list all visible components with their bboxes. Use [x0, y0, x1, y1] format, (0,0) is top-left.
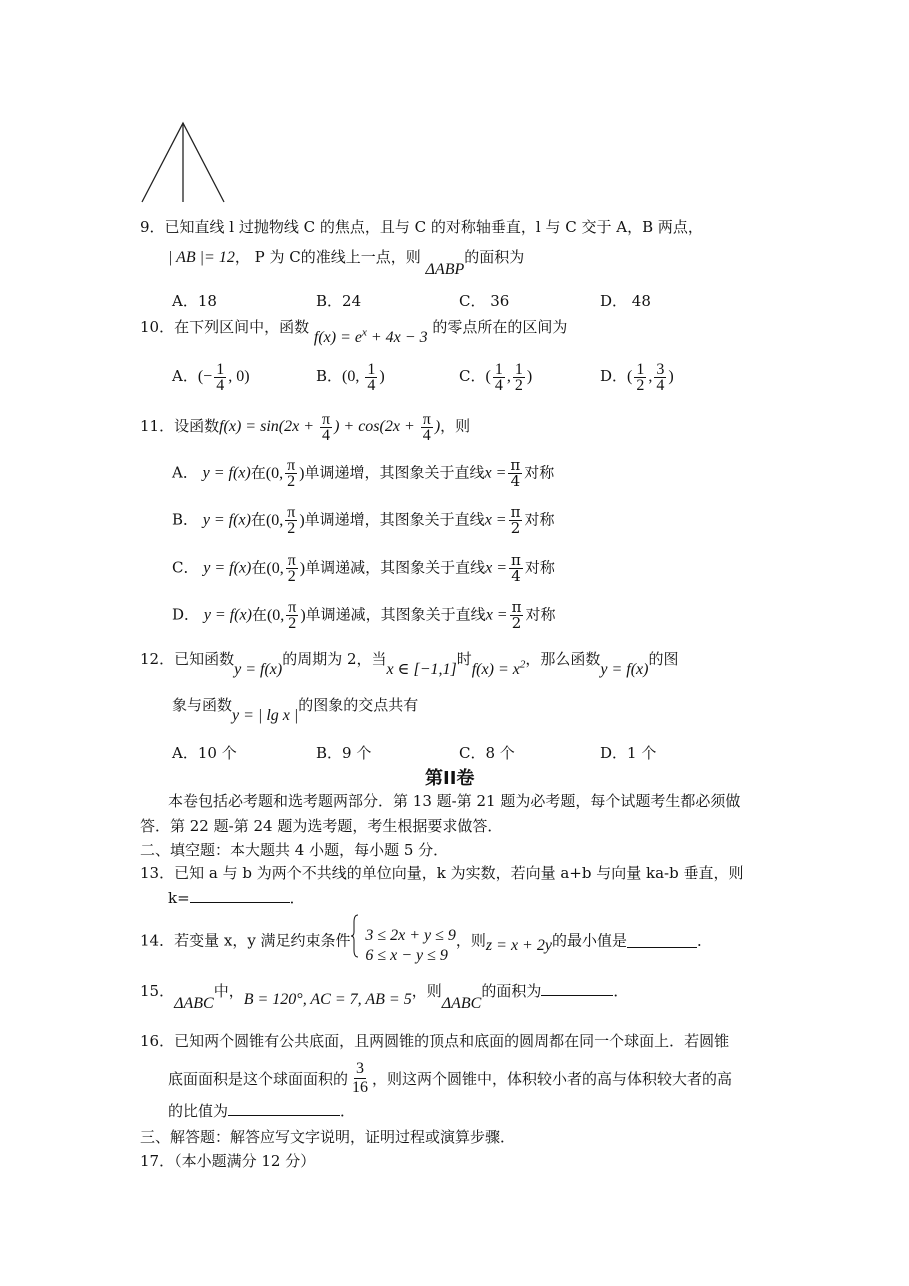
q12-line2: 象与函数y = | lg x |的图象的交点共有 — [172, 696, 419, 724]
q13-line1: 13．已知 a 与 b 为两个不共线的单位向量，k 为实数，若向量 a+b 与向量 ka-b 垂直，则 — [140, 864, 744, 882]
q11-option-d: D． y = f(x)在(0, $\frac{\pi}{2}$ )单调递减，其图象关于直线x = $\frac{\pi}{2}$ 对称 — [172, 598, 556, 633]
q9-mid-text: P 为 C的准线上一点，则 — [254, 248, 421, 266]
triangle-figure — [140, 120, 230, 206]
q9-option-c: C． 36 — [459, 292, 510, 310]
q10-option-a: A．(− $\frac{1}{4}$ , 0) — [172, 361, 250, 394]
q9-option-a: A．18 — [172, 292, 217, 310]
part2-intro-line1: 本卷包括必考题和选考题两部分．第 13 题-第 21 题为必考题，每个试题考生都必须做 — [168, 792, 741, 810]
q13-answer-blank[interactable] — [190, 888, 290, 903]
q16-line1: 16．已知两个圆锥有公共底面，且两圆锥的顶点和底面的圆周都在同一个球面上．若圆锥 — [140, 1032, 730, 1050]
q11-option-b: B． y = f(x)在(0, $\frac{\pi}{2}$ )单调递增，其图象关于直线x = $\frac{\pi}{2}$ 对称 — [172, 503, 555, 538]
q14-constraint-system — [351, 914, 456, 966]
q9-ab-length: | AB |= 12 — [168, 249, 235, 266]
q10-stem: 10．在下列区间中，函数 $f(x) = e^x + 4x - 3$ 的零点所在的区间为 — [140, 318, 568, 346]
q14-answer-blank[interactable] — [627, 933, 697, 948]
part2-title: 第II卷 — [425, 768, 475, 789]
q11-stem: 11．设函数f(x) = sin(2x + $\frac{\pi}{4}$ ) + cos(2x + $\frac{\pi}{4}$ )，则 — [140, 411, 471, 444]
q14-constraint-2: 6 ≤ x − y ≤ 9 — [365, 947, 448, 964]
q16-line2: 底面面积是这个球面面积的 $\frac{3}{16}$ ，则这两个圆锥中，体积较小者的高与体积较大者的高 — [168, 1060, 733, 1096]
q9-line2: | AB |= 12， P 为 C的准线上一点，则 ΔABP的面积为 — [168, 248, 525, 278]
q16-answer-blank[interactable] — [228, 1101, 340, 1116]
answer-header: 三、解答题：解答应写文字说明，证明过程或演算步骤． — [140, 1128, 516, 1146]
q12-option-d: D．1 个 — [600, 744, 657, 762]
q12-option-c: C．8 个 — [459, 744, 515, 762]
q11-function: f(x) = sin(2x + $\frac{\pi}{4}$ ) + cos(2x + $\frac{\pi}{4}$ ) — [219, 411, 441, 444]
q15-stem: 15．ΔABC中，B = 120°, AC = 7, AB = 5，则ΔABC的面积为 ． — [140, 982, 629, 1012]
q10-function: $f(x) = e^x + 4x - 3$ — [313, 326, 428, 346]
q16-fraction: $\frac{3}{16}$ — [352, 1060, 369, 1096]
q14-objective: z = x + 2y — [485, 937, 552, 954]
q10-option-d: D．( $\frac{1}{2}$ , $\frac{3}{4}$ ) — [600, 361, 674, 394]
fill-in-header: 二、填空题：本大题共 4 小题，每小题 5 分． — [140, 841, 449, 859]
q12-option-a: A．10 个 — [172, 744, 237, 762]
q9-option-d: D． 48 — [600, 292, 651, 310]
q10-option-c: C．( $\frac{1}{4}$ , $\frac{1}{2}$ ) — [459, 361, 533, 394]
q17-title: 17．（本小题满分 12 分） — [140, 1152, 316, 1170]
q9-triangle: ΔABP — [425, 261, 465, 278]
q12-line1: 12．已知函数y = f(x)的周期为 2，当x ∈ [−1,1]时$f(x) = x^2$，那么函数y = f(x)的图 — [140, 650, 679, 678]
q15-answer-blank[interactable] — [541, 981, 613, 996]
q11-option-c: C． y = f(x)在(0, $\frac{\pi}{2}$ )单调递减，其图象关于直线x = $\frac{\pi}{4}$ 对称 — [172, 551, 555, 586]
q9-end: 的面积为 — [464, 248, 525, 266]
q9-line1: 9．已知直线 l 过抛物线 C 的焦点，且与 C 的对称轴垂直，l 与 C 交于 A，B 两点， — [140, 218, 703, 236]
q12-option-b: B．9 个 — [316, 744, 372, 762]
q13-line2: k= ． — [168, 889, 305, 907]
q15-conditions: B = 120°, AC = 7, AB = 5 — [243, 991, 412, 1008]
q11-option-a: A． y = f(x)在(0, $\frac{\pi}{2}$ )单调递增，其图象关于直线x = $\frac{\pi}{4}$ 对称 — [172, 456, 555, 491]
q9-option-b: B．24 — [316, 292, 362, 310]
q10-option-b: B．(0, $\frac{1}{4}$ ) — [316, 361, 385, 394]
part2-intro-line2: 答．第 22 题-第 24 题为选考题，考生根据要求做答． — [140, 817, 503, 835]
q16-line3: 的比值为 ． — [168, 1102, 356, 1120]
q14-stem: 14．若变量 x，y 满足约束条件 3 ≤ 2x + y ≤ 9 6 ≤ x − y ≤ 9 ，则z = x + 2y的最小值是 ． — [140, 914, 712, 966]
q14-constraint-1: 3 ≤ 2x + y ≤ 9 — [365, 927, 456, 944]
